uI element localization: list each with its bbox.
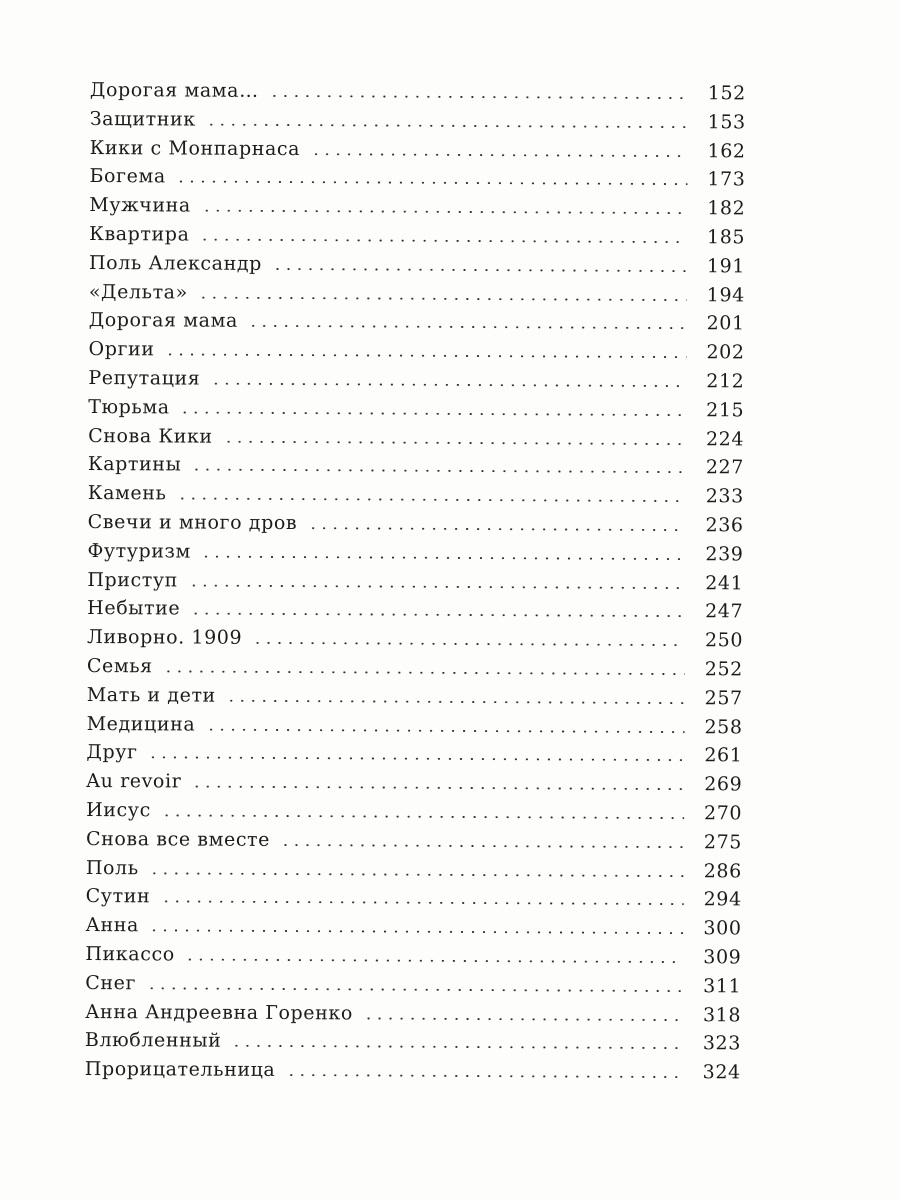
toc-entry <box>86 882 742 914</box>
toc-entry-title: Кики с Монпарнаса <box>89 136 301 160</box>
toc-entry <box>87 623 743 655</box>
dot-leader <box>190 613 685 618</box>
dot-leader <box>161 814 684 819</box>
toc-entry-title: Картины <box>87 453 182 476</box>
toc-entry-title: Мать и дети <box>86 683 216 707</box>
dot-leader <box>191 786 684 791</box>
toc-entry <box>88 508 744 540</box>
toc-entry-title: Анна Андреевна Горенко <box>85 1000 353 1024</box>
toc-entry <box>86 854 742 886</box>
toc-entry-page-number: 227 <box>705 456 745 479</box>
dot-leader <box>185 958 684 963</box>
toc-entry-title: Дорогая мама <box>88 309 238 333</box>
toc-entry-title: Пикассо <box>85 942 175 966</box>
toc-entry-page-number: 162 <box>707 139 746 163</box>
dot-leader <box>149 929 684 934</box>
toc-entry <box>88 364 744 396</box>
dot-leader <box>226 699 685 703</box>
toc-entry <box>87 681 743 713</box>
toc-entry-page-number: 309 <box>703 946 742 969</box>
toc-entry-page-number: 191 <box>706 255 746 278</box>
toc-entry-title: Снова все вместе <box>85 827 271 851</box>
dot-leader <box>198 296 687 301</box>
toc-entry-page-number: 300 <box>703 917 742 940</box>
toc-entry-page-number: 241 <box>705 571 744 594</box>
toc-entry-title: Семья <box>86 654 153 678</box>
toc-entry-title: Au revoir <box>86 770 182 793</box>
dot-leader <box>248 325 687 329</box>
toc-entry-title: Прорицательница <box>84 1058 276 1082</box>
toc-entry-title: Камень <box>87 482 167 505</box>
toc-entry-title: «Дельта» <box>88 280 188 304</box>
toc-entry <box>90 134 746 166</box>
dot-leader <box>148 757 685 762</box>
toc-entry-page-number: 153 <box>707 111 746 134</box>
toc-entry-title: Анна <box>85 914 140 937</box>
toc-entry <box>89 249 745 281</box>
toc-entry <box>85 911 741 943</box>
toc-entry-title: Свечи и много дров <box>87 510 298 535</box>
dot-leader <box>272 268 687 272</box>
toc-entry <box>87 537 743 569</box>
toc-entry-page-number: 202 <box>706 341 745 364</box>
toc-entry <box>89 162 745 194</box>
toc-entry-title: Медицина <box>86 712 196 736</box>
toc-entry-title: Снег <box>85 971 137 994</box>
dot-leader <box>307 527 685 531</box>
toc-entry-page-number: 152 <box>707 82 746 105</box>
dot-leader <box>180 411 687 416</box>
dot-leader <box>310 153 688 157</box>
toc-entry-title: Поль Александр <box>88 251 263 275</box>
toc-entry <box>88 393 744 425</box>
toc-entry-title: Иисус <box>86 798 151 822</box>
toc-entry-page-number: 311 <box>703 974 742 998</box>
dot-leader <box>146 987 683 992</box>
toc-entry <box>88 422 744 454</box>
dot-leader <box>176 181 688 186</box>
toc-entry-title: Квартира <box>89 222 190 246</box>
toc-entry-title: Защитник <box>89 107 196 131</box>
dot-leader <box>188 584 685 589</box>
toc-entry-page-number: 275 <box>703 830 743 854</box>
toc-entry-page-number: 270 <box>704 802 743 825</box>
dot-leader <box>163 670 685 675</box>
toc-entry-title: Футуризм <box>87 539 191 563</box>
toc-entry <box>87 566 743 598</box>
toc-entry-page-number: 185 <box>707 226 746 249</box>
toc-entry-title: Репутация <box>88 366 201 390</box>
toc-entry-title: Дорогая мама… <box>89 78 259 102</box>
dot-leader <box>252 642 685 646</box>
dot-leader <box>269 95 688 99</box>
dot-leader <box>210 383 686 387</box>
toc-entry-page-number: 194 <box>706 283 745 307</box>
dot-leader <box>223 440 686 444</box>
toc-entry-title: Приступ <box>87 568 179 592</box>
toc-entry <box>85 1055 741 1087</box>
toc-entry-page-number: 236 <box>705 514 744 537</box>
toc-entry <box>86 825 742 857</box>
dot-leader <box>280 844 684 848</box>
toc-entry-page-number: 182 <box>707 197 746 220</box>
dot-leader <box>363 1017 683 1021</box>
dot-leader <box>176 498 685 503</box>
toc-entry-page-number: 294 <box>703 888 742 911</box>
toc-entry <box>90 76 746 108</box>
toc-entry-page-number: 239 <box>705 542 744 566</box>
toc-entry-page-number: 318 <box>702 1003 742 1026</box>
toc-entry-page-number: 233 <box>705 485 744 508</box>
toc-entry <box>86 738 742 770</box>
table-of-contents <box>85 76 746 1087</box>
dot-leader <box>199 239 687 244</box>
toc-entry-title: Снова Кики <box>88 424 213 448</box>
toc-entry <box>89 306 745 338</box>
toc-entry <box>87 652 743 684</box>
dot-leader <box>160 901 683 906</box>
dot-leader <box>149 872 684 877</box>
dot-leader <box>206 123 688 128</box>
toc-entry-page-number: 258 <box>704 715 743 738</box>
toc-entry-page-number: 201 <box>706 312 745 335</box>
toc-entry-title: Друг <box>86 741 138 764</box>
dot-leader <box>165 354 687 359</box>
toc-entry-title: Оргии <box>88 338 155 361</box>
toc-entry <box>89 220 745 252</box>
toc-entry-title: Богема <box>89 165 166 188</box>
toc-entry-page-number: 257 <box>704 686 743 710</box>
toc-entry <box>85 1026 741 1058</box>
toc-entry-page-number: 215 <box>706 398 745 422</box>
toc-entry <box>88 479 744 511</box>
toc-entry-title: Сутин <box>85 885 151 908</box>
toc-entry-title: Небытие <box>87 597 181 620</box>
toc-entry-page-number: 250 <box>704 629 744 652</box>
dot-leader <box>285 1074 682 1078</box>
toc-entry-title: Ливорно. 1909 <box>87 626 243 649</box>
toc-entry <box>89 191 745 223</box>
toc-entry <box>85 969 741 1001</box>
toc-entry <box>89 278 745 310</box>
toc-entry-page-number: 252 <box>704 658 743 681</box>
toc-entry-page-number: 173 <box>707 168 746 191</box>
toc-entry <box>85 997 741 1029</box>
toc-entry-page-number: 286 <box>703 859 742 882</box>
toc-entry-page-number: 224 <box>705 427 745 450</box>
toc-entry <box>86 767 742 799</box>
toc-entry <box>88 450 744 482</box>
toc-entry-page-number: 323 <box>702 1032 741 1055</box>
toc-entry-page-number: 324 <box>702 1061 741 1084</box>
toc-entry-page-number: 261 <box>704 744 743 767</box>
toc-entry <box>86 796 742 828</box>
toc-entry-page-number: 212 <box>706 370 745 393</box>
toc-entry-page-number: 247 <box>705 600 744 623</box>
toc-entry <box>85 940 741 972</box>
toc-entry <box>87 710 743 742</box>
dot-leader <box>201 555 686 560</box>
toc-entry-title: Влюбленный <box>84 1029 222 1052</box>
toc-entry <box>90 105 746 137</box>
dot-leader <box>231 1045 683 1049</box>
dot-leader <box>205 728 684 733</box>
dot-leader <box>191 469 686 474</box>
dot-leader <box>201 210 687 215</box>
toc-entry-title: Тюрьма <box>88 395 170 419</box>
toc-entry <box>88 335 744 367</box>
toc-entry <box>87 594 743 626</box>
toc-entry-title: Поль <box>85 856 139 879</box>
toc-entry-page-number: 269 <box>704 773 743 796</box>
toc-entry-title: Мужчина <box>89 194 191 217</box>
